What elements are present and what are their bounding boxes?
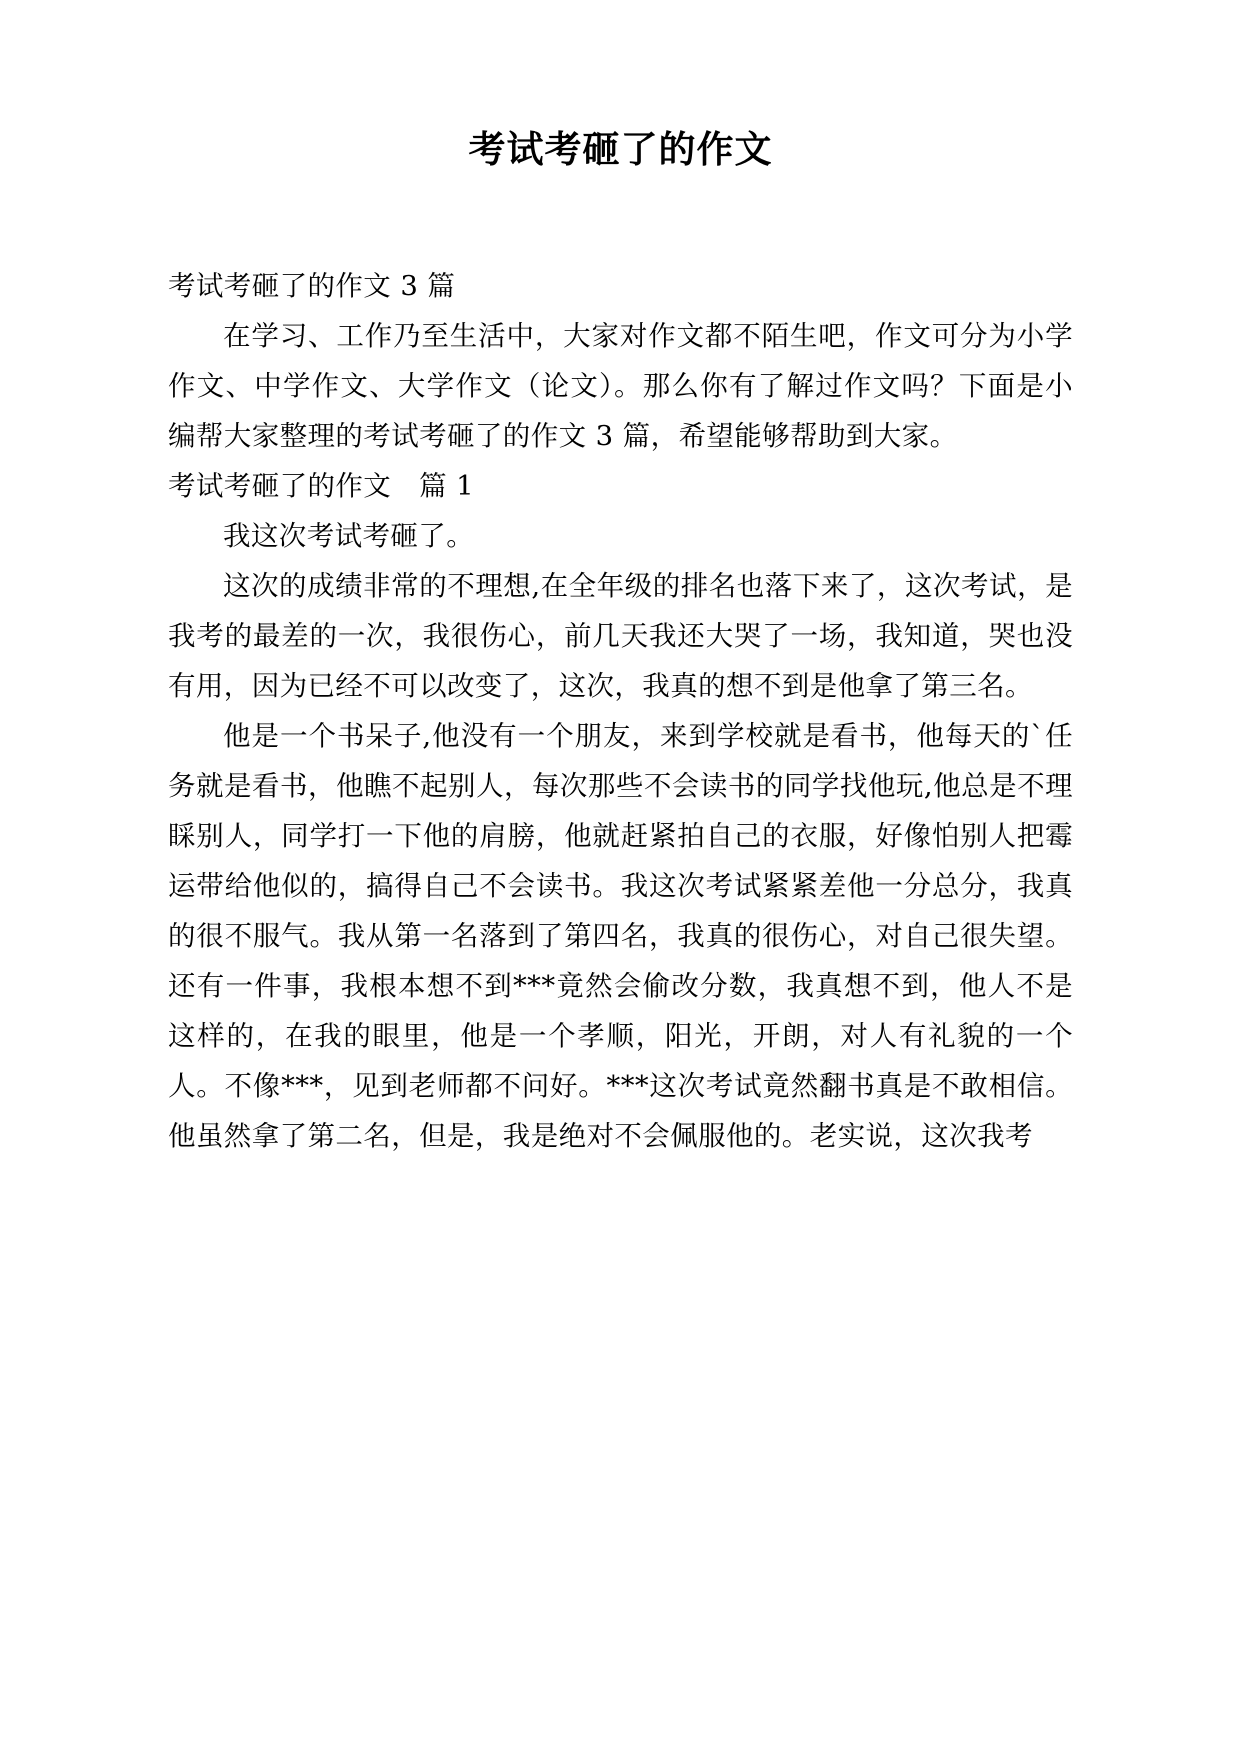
- paragraph: 考试考砸了的作文 3 篇: [168, 269, 456, 302]
- document-body: [168, 261, 1073, 1161]
- paragraph: 我这次考试考砸了。: [223, 519, 475, 552]
- page-title: 考试考砸了的作文: [468, 128, 773, 171]
- paragraph: 这次的成绩非常的不理想,在全年级的排名也落下来了，这次考试，是我考的最差的一次，我很伤心，前几天我还大哭了一场，我知道，哭也没有用，因为已经不可以改变了，这次，我真的想不到是他拿了第三名。: [168, 569, 1073, 702]
- paragraph: 他是一个书呆子,他没有一个朋友，来到学校就是看书，他每天的`任务就是看书，他瞧不起别人，每次那些不会读书的同学找他玩,他总是不理睬别人，同学打一下他的肩膀，他就赶紧拍自己的衣服，好像怕别人把霉运带给他似的，搞得自己不会读书。我这次考试紧紧差他一分总分，我真的很不服气。我从第一名落到了第四名，我真的很伤心，对自己很失望。还有一件事，我根本想不到***竟然会偷改分数，我真想不到，他人不是这样的，在我的眼里，他是一个孝顺，阳光，开朗，对人有礼貌的一个人。不像***，见到老师都不问好。***这次考试竟然翻书真是不敢相信。他虽然拿了第二名，但是，我是绝对不会佩服他的。老实说，这次我考: [168, 719, 1073, 1152]
- paragraph: 考试考砸了的作文 篇 1: [168, 469, 475, 502]
- paragraph: 在学习、工作乃至生活中，大家对作文都不陌生吧，作文可分为小学作文、中学作文、大学作文（论文）。那么你有了解过作文吗？下面是小编帮大家整理的考试考砸了的作文 3 篇，希望能够帮助到大家。: [168, 319, 1073, 452]
- document-content: [168, 0, 1073, 1161]
